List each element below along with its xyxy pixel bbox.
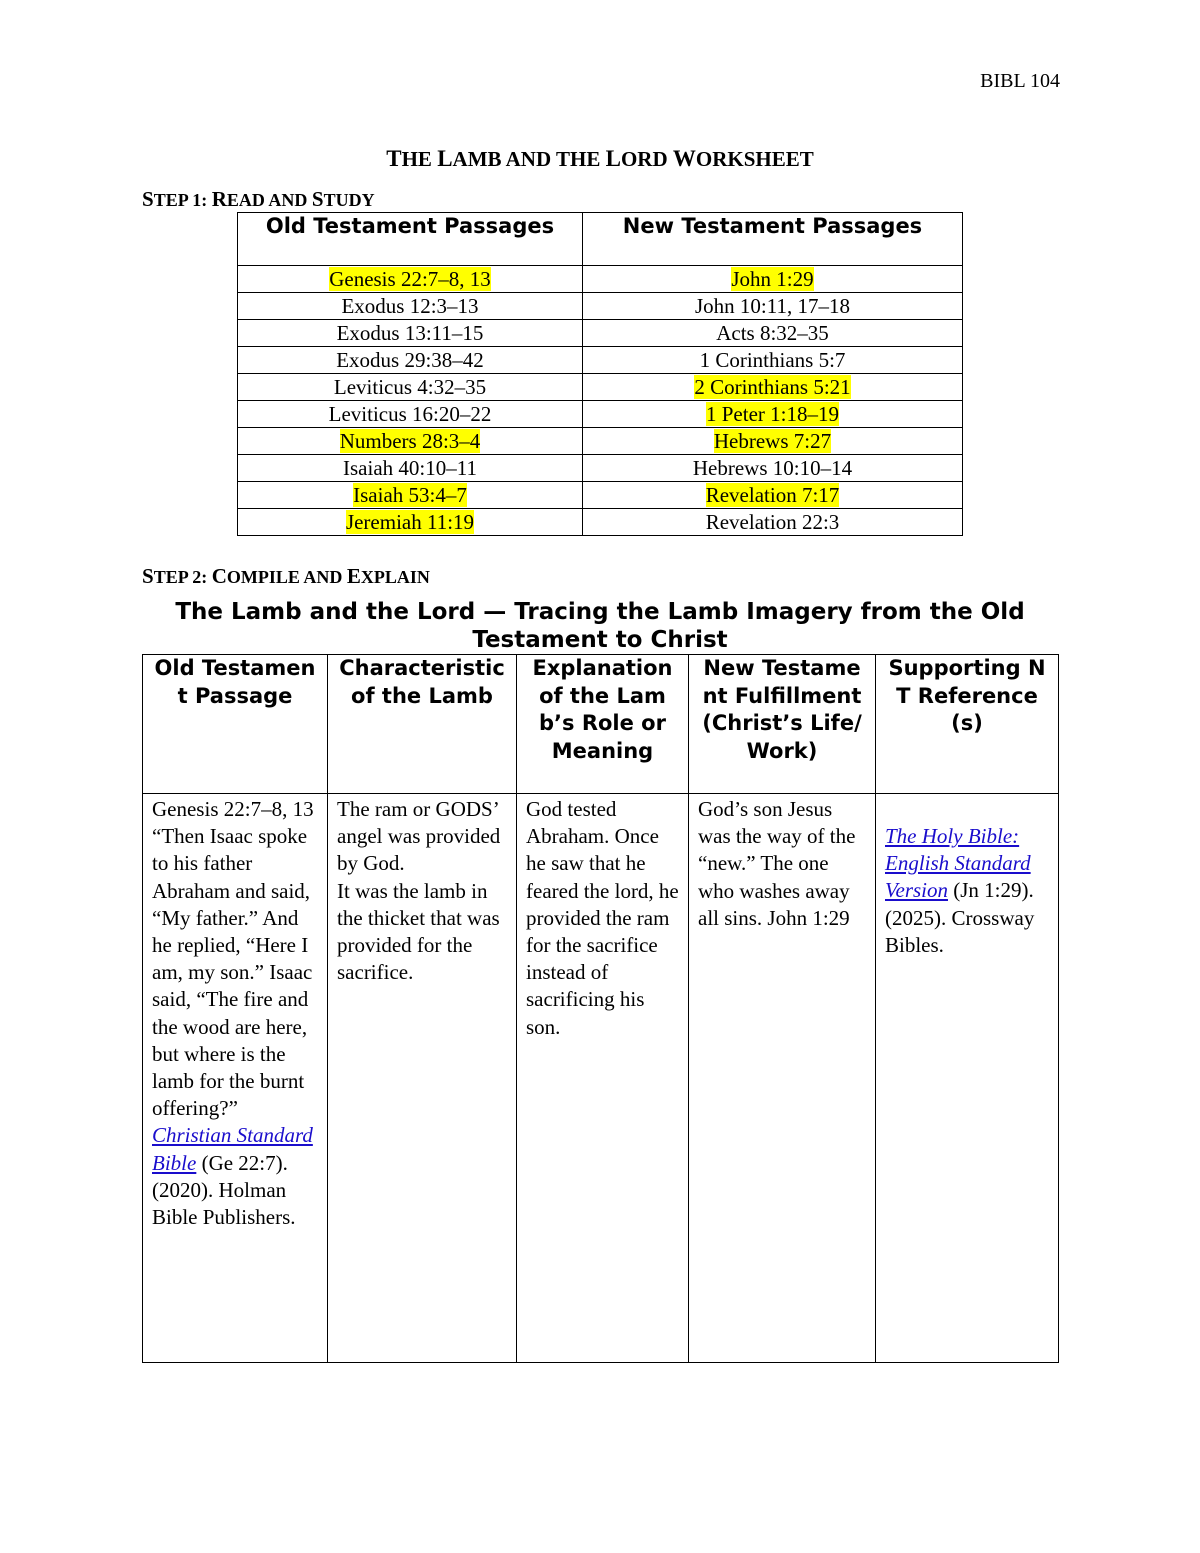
step2-heading-part: E [346, 564, 361, 588]
course-code: BIBL 104 [980, 70, 1060, 92]
ot-passage-text: Exodus 12:3–13 [341, 294, 479, 318]
ot-passage-cell [238, 374, 583, 401]
nt-citation-details: (Jn 1:29). (2025). Crossway Bibles. [885, 878, 1035, 957]
title-part: T [386, 146, 402, 171]
step1-heading-part: S [142, 187, 154, 211]
nt-passage-cell [583, 266, 963, 293]
ot-passage-cell [238, 509, 583, 536]
ot-passage-text: Leviticus 16:20–22 [328, 402, 492, 426]
compile-table-title: The Lamb and the Lord — Tracing the Lamb Imagery from the Old Testament to Christ [175, 599, 1025, 653]
nt-passage-text: 1 Peter 1:18–19 [706, 402, 839, 426]
ot-passage-cell [238, 266, 583, 293]
ot-passage-cell [238, 320, 583, 347]
passage-row [238, 374, 963, 401]
nt-passage-text: Revelation 22:3 [705, 510, 840, 534]
passages-table [237, 212, 963, 536]
compile-table [142, 654, 1059, 1363]
header-explanation: Explanation of the Lamb’s Role or Meaning [517, 655, 689, 794]
ot-passage-text: Isaiah 40:10–11 [343, 456, 477, 480]
ot-passage-text: Leviticus 4:32–35 [333, 375, 487, 399]
nt-passage-text: 2 Corinthians 5:21 [694, 375, 851, 399]
nt-passage-cell [583, 320, 963, 347]
step2-heading-part: XPLAIN [360, 567, 430, 587]
nt-passage-cell [583, 293, 963, 320]
compile-row [143, 794, 1059, 1363]
nt-passage-text: Acts 8:32–35 [716, 321, 829, 345]
nt-passage-text: John 10:11, 17–18 [695, 294, 850, 318]
ot-passage-cell [238, 401, 583, 428]
title-part: AMB AND THE [452, 147, 606, 171]
header-nt-reference: Supporting NT Reference(s) [876, 655, 1059, 794]
step1-heading-part: TEP 1: [153, 190, 212, 210]
nt-passage-cell [583, 509, 963, 536]
explanation-text: God tested Abraham. Once he saw that he feared the lord, he provided the ram for the sacrifice instead of sacrificing his son. [526, 797, 679, 1039]
ot-passage-text: Numbers 28:3–4 [339, 429, 481, 453]
esv-citation-link[interactable]: The Holy Bible: English Standard Version [885, 824, 1031, 903]
cell-explanation [517, 794, 689, 1363]
step2-heading [142, 564, 430, 589]
passage-row [238, 401, 963, 428]
nt-passage-text: Hebrews 10:10–14 [692, 456, 853, 480]
step1-heading-part: S [311, 187, 324, 211]
fulfillment-text: God’s son Jesus was the way of the “new.” The one who washes away all sins. John 1:29 [698, 797, 856, 930]
nt-passage-cell [583, 482, 963, 509]
passage-row [238, 455, 963, 482]
nt-passage-cell [583, 428, 963, 455]
step2-heading-part: TEP 2: [153, 567, 212, 587]
ot-passage-text: Genesis 22:7–8, 13 “Then Isaac spoke to his father Abraham and said, “My father.” And he replied, “Here I am, my son.” Isaac said, “The fire and the wood are here, but where is the lamb for the burnt offering?” [152, 797, 314, 1121]
nt-passage-cell [583, 374, 963, 401]
step2-heading-part: OMPILE AND [226, 567, 347, 587]
step1-heading [142, 187, 375, 212]
nt-passage-text: John 1:29 [731, 267, 814, 291]
cell-fulfillment [689, 794, 876, 1363]
nt-passage-text: Hebrews 7:27 [713, 429, 832, 453]
cell-reference [876, 794, 1059, 1363]
passage-row [238, 509, 963, 536]
nt-passage-text: 1 Corinthians 5:7 [699, 348, 846, 372]
passage-row [238, 266, 963, 293]
ot-passage-text: Jeremiah 11:19 [345, 510, 475, 534]
passage-row [238, 428, 963, 455]
passage-row [238, 293, 963, 320]
csb-citation-link[interactable]: Christian Standard Bible [152, 1123, 313, 1175]
header-ot-passage: Old Testament Passage [143, 655, 328, 794]
ot-passage-text: Exodus 13:11–15 [336, 321, 484, 345]
passage-row [238, 347, 963, 374]
nt-passage-cell [583, 347, 963, 374]
cell-characteristic [328, 794, 517, 1363]
ot-passage-cell [238, 455, 583, 482]
nt-passage-cell [583, 455, 963, 482]
ot-column-header: Old Testament Passages [238, 213, 583, 266]
nt-passage-text: Revelation 7:17 [705, 483, 840, 507]
title-part: W [672, 146, 696, 171]
nt-passage-cell [583, 401, 963, 428]
passage-row [238, 320, 963, 347]
header-nt-fulfillment: New Testament Fulfillment (Christ’s Life/Work) [689, 655, 876, 794]
characteristic-text: The ram or GODS’ angel was provided by God. It was the lamb in the thicket that was provided for the sacrifice. [337, 797, 501, 985]
title-part: L [605, 146, 621, 171]
title-part: ORD [620, 147, 673, 171]
ot-passage-cell [238, 482, 583, 509]
step1-heading-part: TUDY [323, 190, 375, 210]
title-part: L [437, 146, 453, 171]
ot-passage-cell [238, 347, 583, 374]
ot-passage-cell [238, 293, 583, 320]
ot-citation-details: (Ge 22:7). (2020). Holman Bible Publishers. [152, 1150, 296, 1230]
header-characteristic: Characteristic of the Lamb [328, 655, 517, 794]
passages-header-row [238, 213, 963, 266]
step2-heading-part: S [142, 564, 154, 588]
title-part: HE [401, 147, 438, 171]
step1-heading-part: R [211, 187, 227, 211]
cell-ot-passage [143, 794, 328, 1363]
ot-passage-text: Exodus 29:38–42 [336, 348, 484, 372]
ot-passage-cell [238, 428, 583, 455]
nt-column-header: New Testament Passages [583, 213, 963, 266]
compile-header-row [143, 655, 1059, 794]
worksheet-title [0, 146, 1200, 172]
passage-row [238, 482, 963, 509]
step2-heading-part: C [211, 564, 227, 588]
step1-heading-part: EAD AND [226, 190, 312, 210]
ot-passage-text: Genesis 22:7–8, 13 [329, 267, 491, 291]
title-part: ORKSHEET [695, 147, 814, 171]
ot-passage-text: Isaiah 53:4–7 [353, 483, 467, 507]
